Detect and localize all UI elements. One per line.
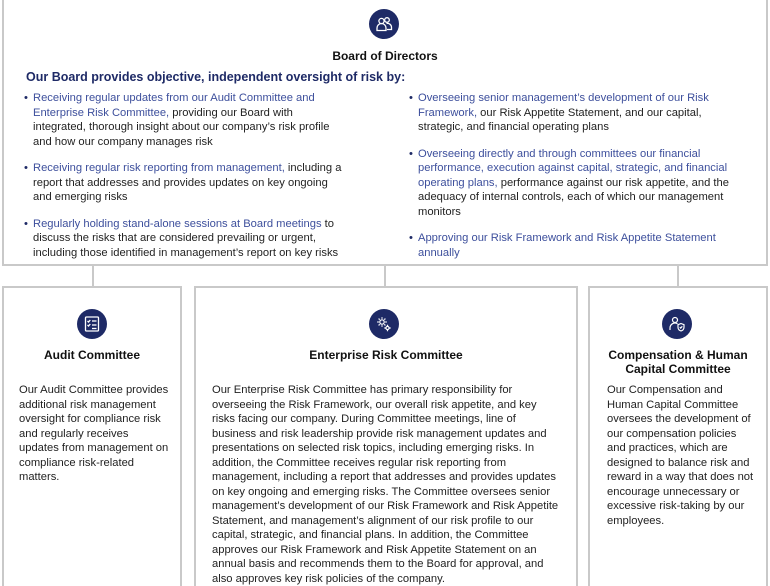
checklist-icon bbox=[77, 309, 107, 339]
board-intro: Our Board provides objective, independent oversight of risk by: bbox=[26, 70, 406, 84]
audit-committee-text: Our Audit Committee provides additional risk management oversight for compliance risk and regularly receives updates from management on compliance risk-related matters. bbox=[19, 384, 169, 483]
gears-icon bbox=[369, 309, 399, 339]
board-title: Board of Directors bbox=[332, 49, 438, 63]
connector-comp bbox=[677, 266, 679, 286]
list-item: • Overseeing senior management’s development of our Risk Framework, our Risk Appetite Statement, and our capital, strategic, and financial operating plans bbox=[409, 91, 749, 135]
people-icon bbox=[369, 9, 399, 39]
comp-committee-text: Our Compensation and Human Capital Committee oversees the development of our compensation policies and practices, which are designed to balance risk and reward in a way that does not encourage unnecessary or excessive risk-taking by our employees. bbox=[607, 384, 754, 527]
board-left-list bbox=[24, 91, 344, 272]
list-item: • Regularly holding stand-alone sessions at Board meetings to discuss the risks that are considered prevailing or urgent, including those identified in management’s report on key risks bbox=[24, 217, 344, 261]
connector-audit bbox=[92, 266, 94, 286]
list-item: • Overseeing directly and through committees our financial performance, execution against capital, strategic, and financial operating plans, performance against our risk appetite, and the adequacy of internal controls, each of which our management monitors bbox=[409, 147, 749, 220]
erc-title: Enterprise Risk Committee bbox=[309, 348, 463, 362]
erc-text: Our Enterprise Risk Committee has primary responsibility for overseeing the Risk Framework, our overall risk appetite, and key risks facing our company. During Committee meetings, line of business and risk leadership provide risk management updates and presentations on selected risk topics, including emerging risks. In addition, the Committee receives regular risk reporting from management, including a report that addresses and provides updates on key ongoing and emerging risks. The Committee oversees senior management’s development of our Risk Framework and Risk Appetite Statement, and management’s alignment of our risk profile to our capital, strategic, and financial plans. In addition, the Committee approves our Risk Framework and Risk Appetite Statement on an annual basis and recommends them to the Board for approval, and also approves key risk policies of the company. bbox=[212, 384, 559, 585]
list-item: • Approving our Risk Framework and Risk Appetite Statement annually bbox=[409, 231, 749, 260]
audit-committee-title: Audit Committee bbox=[44, 348, 140, 362]
comp-committee-title: Compensation & Human Capital Committee bbox=[608, 348, 748, 376]
list-item: • Receiving regular risk reporting from management, including a report that addresses and provides updates on key ongoing and emerging risks bbox=[24, 161, 344, 205]
connector-erc bbox=[384, 266, 386, 286]
list-item: • Receiving regular updates from our Audit Committee and Enterprise Risk Committee, providing our Board with integrated, thorough insight about our company’s risk profile and how our company manages risk bbox=[24, 91, 344, 149]
board-right-list bbox=[409, 91, 749, 272]
person-shield-icon bbox=[662, 309, 692, 339]
